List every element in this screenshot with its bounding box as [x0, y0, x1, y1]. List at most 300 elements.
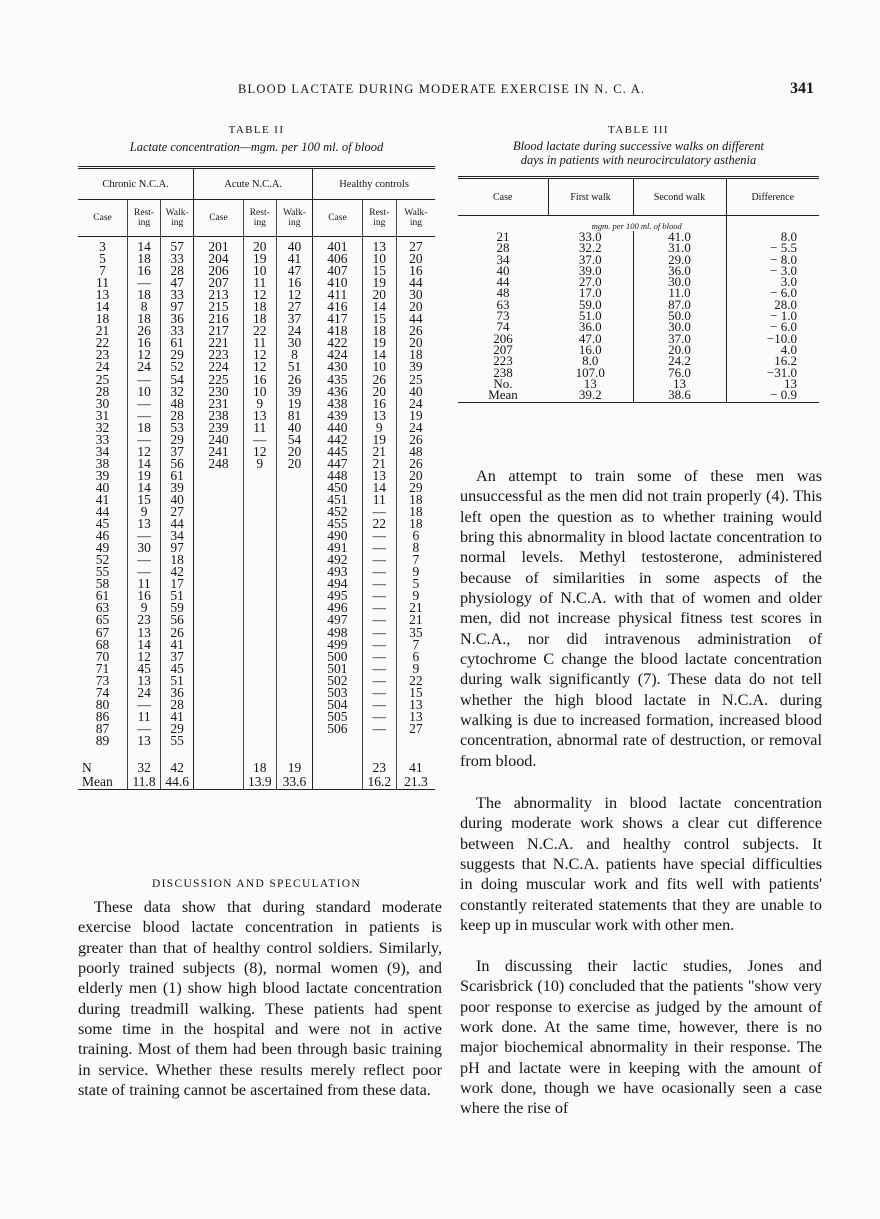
table-cell: 3.0 — [780, 274, 797, 290]
case-cell: 496 — [313, 602, 363, 614]
case-cell: 493 — [313, 566, 363, 578]
case-cell — [194, 699, 244, 711]
case-cell: 401 — [313, 237, 363, 254]
case-cell: 18 — [78, 313, 128, 325]
table-cell — [194, 747, 244, 775]
table-cell: 14 — [128, 482, 161, 494]
table-cell: 10 — [128, 386, 161, 398]
table-cell: 29 — [161, 434, 194, 446]
table-cell: 15 — [362, 313, 396, 325]
column-header: Walk- ing — [276, 200, 312, 237]
case-cell: 500 — [313, 651, 363, 663]
table-cell: 11 — [128, 711, 161, 723]
table-cell: 10 — [243, 386, 276, 398]
table-cell: 19 — [276, 398, 312, 410]
table-cell: 20.0 — [633, 344, 726, 355]
running-head — [0, 80, 880, 100]
table-cell: 20 — [243, 237, 276, 254]
units-label: mgm. per 100 ml. of blood — [548, 216, 726, 232]
case-cell: 40 — [496, 262, 510, 278]
table-cell: 15 — [362, 265, 396, 277]
case-cell: 501 — [313, 663, 363, 675]
case-cell: 48 — [496, 285, 510, 301]
table-cell: 12 — [243, 446, 276, 458]
table-cell: 10 — [362, 253, 396, 265]
table-cell: 50.0 — [633, 310, 726, 321]
case-cell: 201 — [194, 237, 244, 254]
table-cell: 18 — [409, 516, 423, 532]
table-cell — [243, 675, 276, 687]
case-cell: 3 — [78, 237, 128, 254]
case-cell: 451 — [313, 494, 363, 506]
table-row — [458, 299, 819, 310]
table-cell: 16.2 — [362, 775, 396, 790]
case-cell: 45 — [78, 518, 128, 530]
table-cell: 41.0 — [633, 231, 726, 242]
table-cell: 30.0 — [633, 321, 726, 332]
case-cell — [194, 566, 244, 578]
table-cell: 57 — [161, 237, 194, 254]
table-row — [458, 389, 819, 403]
table-cell: 11.0 — [633, 287, 726, 298]
table-cell — [276, 627, 312, 639]
case-cell: 44 — [78, 506, 128, 518]
table-cell: 33 — [161, 325, 194, 337]
table-cell: — — [362, 530, 396, 542]
table-cell: 9 — [362, 422, 396, 434]
table-cell: — — [128, 554, 161, 566]
case-cell: 89 — [78, 735, 128, 747]
table-cell: 42 — [161, 747, 194, 775]
case-cell: 407 — [313, 265, 363, 277]
table-cell: 51 — [161, 675, 194, 687]
table-cell: 27 — [161, 506, 194, 518]
table-cell: 45 — [128, 663, 161, 675]
case-cell: 447 — [313, 458, 363, 470]
table-cell: 36 — [161, 687, 194, 699]
table-cell: 30.0 — [633, 276, 726, 287]
case-cell: 49 — [78, 542, 128, 554]
case-cell: 424 — [313, 349, 363, 361]
case-cell: 14 — [78, 301, 128, 313]
table-cell: 28 — [161, 699, 194, 711]
table-cell — [243, 687, 276, 699]
table-cell: — — [362, 602, 396, 614]
table-cell: — — [128, 566, 161, 578]
case-cell — [194, 482, 244, 494]
case-cell — [194, 639, 244, 651]
table-cell: − 1.0 — [770, 308, 797, 324]
table-cell — [276, 554, 312, 566]
case-cell: 74 — [496, 319, 510, 335]
table-cell: 33.0 — [548, 231, 633, 242]
table-cell — [243, 554, 276, 566]
table-cell: 30 — [276, 337, 312, 349]
case-cell: 80 — [78, 699, 128, 711]
table-cell — [396, 735, 435, 747]
table-cell: 20 — [409, 251, 423, 267]
case-cell: 499 — [313, 639, 363, 651]
case-cell — [194, 663, 244, 675]
table-cell: 26 — [362, 374, 396, 386]
table-cell: 21 — [362, 458, 396, 470]
table-cell: 9 — [412, 588, 420, 604]
case-cell: 7 — [78, 265, 128, 277]
table-cell: — — [362, 687, 396, 699]
case-cell: 204 — [194, 253, 244, 265]
table-cell — [243, 506, 276, 518]
table-cell: 51 — [276, 361, 312, 373]
case-cell: 416 — [313, 301, 363, 313]
table-cell — [276, 482, 312, 494]
case-cell: 34 — [78, 446, 128, 458]
case-cell — [194, 542, 244, 554]
column-header: Case — [313, 200, 363, 237]
table-row — [458, 242, 819, 253]
case-cell: 440 — [313, 422, 363, 434]
table-cell: 16.0 — [548, 344, 633, 355]
table-cell: 16 — [362, 398, 396, 410]
table-cell: 5 — [412, 576, 420, 592]
table-cell: 9 — [243, 398, 276, 410]
table-cell — [276, 506, 312, 518]
case-cell: 217 — [194, 325, 244, 337]
table-cell — [276, 494, 312, 506]
case-cell: 63 — [78, 602, 128, 614]
table-row — [458, 231, 819, 242]
column-header: Rest- ing — [243, 200, 276, 237]
table-cell: 44 — [409, 275, 423, 291]
case-cell: 34 — [496, 251, 510, 267]
table-cell: 13 — [409, 708, 423, 724]
table-cell: — — [362, 590, 396, 602]
case-cell: 63 — [496, 296, 510, 312]
table-cell: 20 — [276, 458, 312, 470]
table3-caption-line: Blood lactate during successive walks on different — [513, 139, 764, 153]
table-cell: — — [128, 723, 161, 735]
column-header: Walk- ing — [161, 200, 194, 237]
table-cell: 14 — [128, 237, 161, 254]
case-cell: 430 — [313, 361, 363, 373]
table-cell: 22 — [362, 518, 396, 530]
case-cell: 505 — [313, 711, 363, 723]
case-cell: 73 — [78, 675, 128, 687]
case-cell — [194, 506, 244, 518]
case-cell — [194, 614, 244, 626]
table-cell: — — [243, 434, 276, 446]
case-cell: 61 — [78, 590, 128, 602]
table-cell: 28.0 — [774, 296, 797, 312]
case-cell: 439 — [313, 410, 363, 422]
table-cell — [243, 590, 276, 602]
page-number: 341 — [790, 80, 814, 97]
table-cell: 13 — [128, 735, 161, 747]
case-cell: 21 — [496, 229, 510, 244]
table-cell: 41 — [276, 253, 312, 265]
table-cell: 40 — [161, 494, 194, 506]
table-cell: 44 — [409, 311, 423, 327]
table-cell: 40 — [409, 383, 423, 399]
table-cell: 14 — [362, 482, 396, 494]
paragraph: These data show that during standard moderate exercise blood lactate concentration in patients is greater than that of healthy control soldiers. Similarly, poorly trained subjects (8), normal women (9), and elderly men (1) show high blood lactate concentration during treadmill walking. These patients had spent some time in the hospital and were not in active training. Most of them had been through basic training in service. Whether these results merely reflect poor state of training cannot be ascertained from these data. — [78, 898, 442, 1100]
case-cell: 5 — [78, 253, 128, 265]
table-cell: 26 — [128, 325, 161, 337]
case-cell: 206 — [493, 330, 513, 346]
table-cell — [362, 735, 396, 747]
case-cell: 44 — [496, 274, 510, 290]
case-cell: 224 — [194, 361, 244, 373]
table-cell: 37.0 — [548, 254, 633, 265]
table-row — [78, 735, 435, 747]
table-cell: 39 — [409, 359, 423, 375]
table-cell: 14 — [362, 301, 396, 313]
table-cell: 32 — [128, 747, 161, 775]
case-cell: 248 — [194, 458, 244, 470]
table2-label: TABLE II — [228, 124, 285, 136]
group-header: Acute N.C.A. — [194, 168, 313, 200]
paragraph: The abnormality in blood lactate concentration during moderate work shows a clear cut difference between N.C.A. and healthy control subjects. It suggests that N.C.A. patients have special difficulties in doing muscular work and fits well with patients' constantly reiterated statements that they are unable to keep up in muscular work with other men. — [460, 794, 822, 935]
case-cell: 24 — [78, 361, 128, 373]
table-cell: — — [362, 723, 396, 735]
table3-header-row — [458, 178, 819, 216]
table-cell: 18 — [243, 301, 276, 313]
table-row — [458, 287, 819, 298]
case-cell: 406 — [313, 253, 363, 265]
table-cell: 48 — [161, 398, 194, 410]
table-cell: 42 — [161, 566, 194, 578]
table-cell: — — [362, 542, 396, 554]
table-cell: — — [362, 651, 396, 663]
case-cell: 448 — [313, 470, 363, 482]
table-cell: 47.0 — [548, 333, 633, 344]
table-cell: 28 — [161, 410, 194, 422]
table-cell: 8 — [128, 301, 161, 313]
case-cell: 25 — [78, 374, 128, 386]
column-header: Rest- ing — [128, 200, 161, 237]
table-cell: 44.6 — [161, 775, 194, 790]
table2-group-row — [78, 168, 435, 200]
table-cell: 13 — [362, 237, 396, 254]
table-cell: 33 — [161, 289, 194, 301]
table-cell: −10.0 — [766, 330, 797, 346]
table-cell: 18 — [243, 313, 276, 325]
case-cell — [194, 530, 244, 542]
case-cell: 504 — [313, 699, 363, 711]
case-cell: 23 — [78, 349, 128, 361]
case-cell: 498 — [313, 627, 363, 639]
table-cell: 24 — [276, 325, 312, 337]
case-cell: 33 — [78, 434, 128, 446]
case-cell: 223 — [493, 353, 513, 369]
table-cell: 23 — [128, 614, 161, 626]
table-cell: — — [128, 530, 161, 542]
case-cell: 68 — [78, 639, 128, 651]
table-cell: 11 — [128, 578, 161, 590]
table-cell — [313, 747, 363, 775]
table-cell: 27.0 — [548, 276, 633, 287]
table-cell: 14 — [128, 639, 161, 651]
case-cell: 241 — [194, 446, 244, 458]
table-cell: 37 — [276, 313, 312, 325]
table-cell: 13 — [128, 518, 161, 530]
case-cell: 497 — [313, 614, 363, 626]
case-cell: 38 — [78, 458, 128, 470]
table-cell — [243, 651, 276, 663]
column-header: Case — [458, 178, 548, 216]
table-cell: 12 — [276, 289, 312, 301]
table-cell: 13 — [633, 378, 726, 389]
table-cell: 24 — [128, 361, 161, 373]
table-cell: 53 — [161, 422, 194, 434]
table-cell: 27 — [409, 720, 423, 736]
table-cell: 10 — [243, 265, 276, 277]
table-cell: — — [362, 614, 396, 626]
column-header: Walk- ing — [396, 200, 435, 237]
table-cell: 16 — [276, 277, 312, 289]
case-cell: 450 — [313, 482, 363, 494]
case-cell — [194, 735, 244, 747]
table-row — [458, 310, 819, 321]
case-cell: 230 — [194, 386, 244, 398]
table-cell — [243, 699, 276, 711]
table-cell: — — [128, 699, 161, 711]
case-cell: 422 — [313, 337, 363, 349]
section-heading: DISCUSSION AND SPECULATION — [152, 878, 361, 890]
table-cell: 18 — [128, 253, 161, 265]
table-cell: 51 — [161, 590, 194, 602]
column-header: Case — [194, 200, 244, 237]
table-cell: 20 — [276, 446, 312, 458]
case-cell: 65 — [78, 614, 128, 626]
table-cell: 37 — [161, 446, 194, 458]
table-cell: 33.6 — [276, 775, 312, 790]
table-cell: − 3.0 — [770, 262, 797, 278]
table-cell: 13 — [128, 627, 161, 639]
table-cell: 37.0 — [633, 333, 726, 344]
case-cell: 87 — [78, 723, 128, 735]
case-cell: 494 — [313, 578, 363, 590]
case-cell: 52 — [78, 554, 128, 566]
case-cell: 231 — [194, 398, 244, 410]
table-cell: 22 — [243, 325, 276, 337]
table-cell: − 6.0 — [770, 285, 797, 301]
table-cell: 13 — [362, 470, 396, 482]
table-cell: 97 — [161, 542, 194, 554]
table-cell: 13 — [784, 375, 797, 391]
table-cell: 26 — [276, 374, 312, 386]
table-cell: 59.0 — [548, 299, 633, 310]
table3 — [458, 176, 819, 403]
table-cell — [276, 578, 312, 590]
table-cell — [243, 566, 276, 578]
table-cell: — — [128, 277, 161, 289]
row-label: N — [78, 747, 128, 775]
table-cell — [243, 663, 276, 675]
table-cell: 9 — [128, 506, 161, 518]
table-cell: 34 — [161, 530, 194, 542]
case-cell: 445 — [313, 446, 363, 458]
case-cell: 28 — [496, 240, 510, 256]
table-cell — [276, 651, 312, 663]
case-cell: 503 — [313, 687, 363, 699]
table-cell: 12 — [128, 349, 161, 361]
column-header: Rest- ing — [362, 200, 396, 237]
table-cell: 39 — [276, 386, 312, 398]
table-cell: 6 — [412, 648, 420, 664]
case-cell: 30 — [78, 398, 128, 410]
case-cell: 225 — [194, 374, 244, 386]
table-cell: 21 — [409, 612, 423, 628]
table-cell: 16.2 — [774, 353, 797, 369]
table2-mean-row — [78, 775, 435, 790]
table-cell: 20 — [362, 289, 396, 301]
case-cell: 206 — [194, 265, 244, 277]
table-cell: 24 — [128, 687, 161, 699]
table-cell: — — [362, 578, 396, 590]
case-cell: 207 — [194, 277, 244, 289]
table3-body — [458, 216, 819, 403]
table-cell: 19 — [243, 253, 276, 265]
case-cell: 74 — [78, 687, 128, 699]
table-cell: 38.6 — [633, 389, 726, 403]
table-cell: 11.8 — [128, 775, 161, 790]
case-cell: Mean — [458, 389, 548, 403]
table-cell: 11 — [243, 422, 276, 434]
case-cell: 32 — [78, 422, 128, 434]
case-cell: 238 — [194, 410, 244, 422]
table-cell: 52 — [161, 361, 194, 373]
table-cell: 51.0 — [548, 310, 633, 321]
case-cell: 495 — [313, 590, 363, 602]
table-cell: 56 — [161, 458, 194, 470]
case-cell: 455 — [313, 518, 363, 530]
table-cell: 47 — [276, 265, 312, 277]
table-cell: 20 — [362, 386, 396, 398]
table-cell: 12 — [128, 446, 161, 458]
table-cell: 11 — [243, 277, 276, 289]
table-cell: 19 — [362, 337, 396, 349]
table-cell: 22 — [409, 672, 423, 688]
table-cell: 19 — [409, 407, 423, 423]
table-cell: 23 — [362, 747, 396, 775]
case-cell — [194, 518, 244, 530]
table-cell — [276, 566, 312, 578]
table-cell: 19 — [276, 747, 312, 775]
table-cell — [276, 687, 312, 699]
table-cell — [243, 482, 276, 494]
case-cell: 58 — [78, 578, 128, 590]
case-cell: 438 — [313, 398, 363, 410]
column-header: Second walk — [633, 178, 726, 216]
row-label: Mean — [78, 775, 128, 790]
table-cell: 9 — [243, 458, 276, 470]
case-cell — [313, 735, 363, 747]
table-cell: 16 — [243, 374, 276, 386]
table-cell — [243, 614, 276, 626]
running-title: BLOOD LACTATE DURING MODERATE EXERCISE IN N. C. A. — [238, 82, 646, 96]
table-cell: — — [362, 639, 396, 651]
table-row — [458, 265, 819, 276]
table-cell — [243, 723, 276, 735]
case-cell: 207 — [493, 341, 513, 357]
table-cell: 29 — [409, 479, 423, 495]
table-cell: 19 — [362, 277, 396, 289]
table-cell: — — [128, 410, 161, 422]
table-cell — [243, 735, 276, 747]
case-cell — [194, 602, 244, 614]
table-cell — [276, 470, 312, 482]
table-cell: 11 — [362, 494, 396, 506]
